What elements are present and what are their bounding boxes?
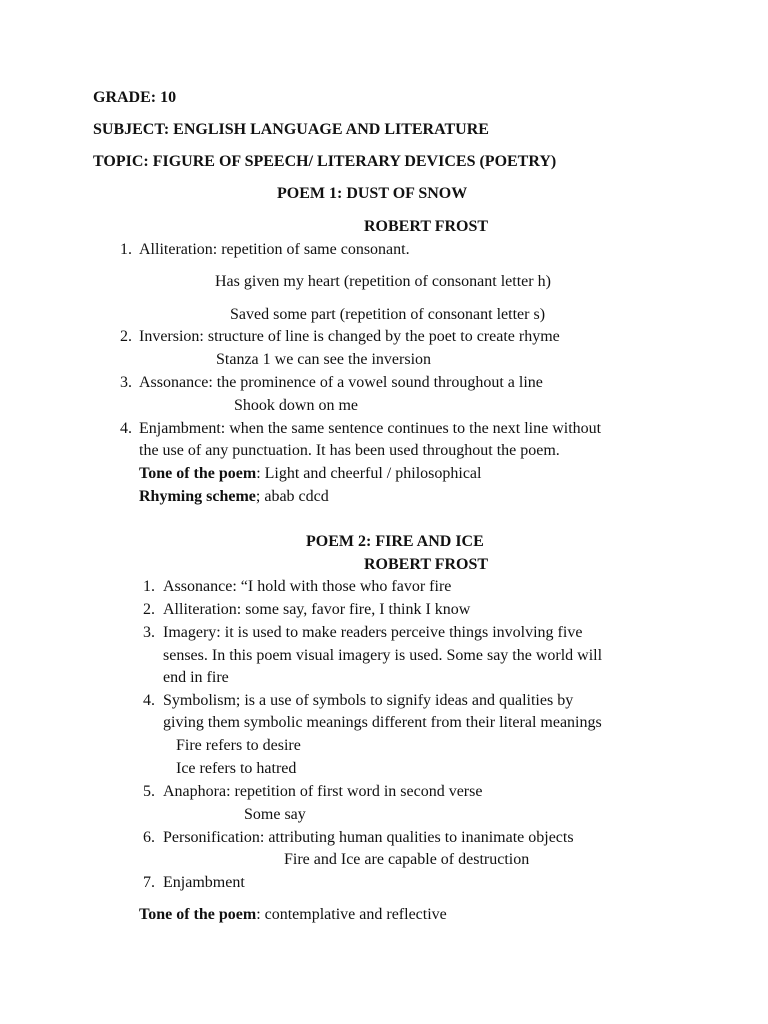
poem2-item-continuation: giving them symbolic meanings different from their literal meanings xyxy=(163,714,602,731)
poem1-title: POEM 1: DUST OF SNOW xyxy=(277,185,468,202)
poem1-item-inversion: Inversion: structure of line is changed by the poet to create rhyme xyxy=(139,328,560,345)
poem1-rhyme-value: ; abab cdcd xyxy=(255,488,329,505)
poem1-item-number: 1. xyxy=(120,241,132,258)
poem2-example-text: Fire and Ice are capable of destruction xyxy=(284,851,530,868)
poem2-tone-label: Tone of the poem xyxy=(139,906,257,923)
poem2-item-symbolism: Symbolism; is a use of symbols to signify ideas and qualities by xyxy=(163,692,574,709)
poem1-item-alliteration: Alliteration: repetition of same consonant. xyxy=(139,241,410,258)
poem2-item-number: 3. xyxy=(143,624,155,641)
poem1-item-number: 2. xyxy=(120,328,132,345)
poem2-author: ROBERT FROST xyxy=(364,556,489,573)
poem1-item-enjambment: Enjambment: when the same sentence continues to the next line without xyxy=(139,420,602,437)
poem2-item-continuation: end in fire xyxy=(163,669,229,686)
poem2-item-number: 1. xyxy=(143,578,155,595)
poem1-tone-line xyxy=(139,464,481,484)
poem1-tone-label: Tone of the poem xyxy=(139,465,257,482)
poem2-item-imagery: Imagery: it is used to make readers perceive things involving five xyxy=(163,624,583,641)
poem2-title: POEM 2: FIRE AND ICE xyxy=(306,533,484,550)
poem1-item-assonance: Assonance: the prominence of a vowel sound throughout a line xyxy=(139,374,543,391)
subject-heading: SUBJECT: ENGLISH LANGUAGE AND LITERATURE xyxy=(93,121,489,138)
poem2-item-alliteration: Alliteration: some say, favor fire, I think I know xyxy=(163,601,471,618)
poem2-item-number: 4. xyxy=(143,692,155,709)
poem2-item-continuation: senses. In this poem visual imagery is used. Some say the world will xyxy=(163,647,603,664)
poem2-example-text: Some say xyxy=(244,806,306,823)
poem1-item-continuation: the use of any punctuation. It has been used throughout the poem. xyxy=(139,442,560,459)
poem1-example-text: Stanza 1 we can see the inversion xyxy=(216,351,432,368)
poem2-item-number: 6. xyxy=(143,829,155,846)
poem1-rhyme-label: Rhyming scheme xyxy=(139,488,256,505)
poem1-author: ROBERT FROST xyxy=(364,218,489,235)
poem2-item-anaphora: Anaphora: repetition of first word in second verse xyxy=(163,783,483,800)
poem2-item-number: 5. xyxy=(143,783,155,800)
poem2-example-text: Fire refers to desire xyxy=(176,737,301,754)
poem1-rhyme-line xyxy=(139,487,329,507)
poem1-item-number: 3. xyxy=(120,374,132,391)
poem2-example-text: Ice refers to hatred xyxy=(176,760,297,777)
poem2-item-number: 2. xyxy=(143,601,155,618)
poem2-item-assonance: Assonance: “I hold with those who favor fire xyxy=(163,578,452,595)
poem2-item-number: 7. xyxy=(143,874,155,891)
poem1-example-text: Saved some part (repetition of consonant letter s) xyxy=(230,306,546,323)
poem1-tone-value: : Light and cheerful / philosophical xyxy=(256,465,482,482)
topic-heading: TOPIC: FIGURE OF SPEECH/ LITERARY DEVICES (POETRY) xyxy=(93,153,557,170)
grade-heading: GRADE: 10 xyxy=(93,89,177,106)
poem1-example-text: Shook down on me xyxy=(234,397,358,414)
poem2-tone-line xyxy=(139,905,447,925)
poem2-tone-value: : contemplative and reflective xyxy=(256,906,447,923)
poem1-item-number: 4. xyxy=(120,420,132,437)
poem2-item-enjambment: Enjambment xyxy=(163,874,245,891)
poem1-example-text: Has given my heart (repetition of consonant letter h) xyxy=(215,273,551,290)
poem2-item-personification: Personification: attributing human qualities to inanimate objects xyxy=(163,829,574,846)
